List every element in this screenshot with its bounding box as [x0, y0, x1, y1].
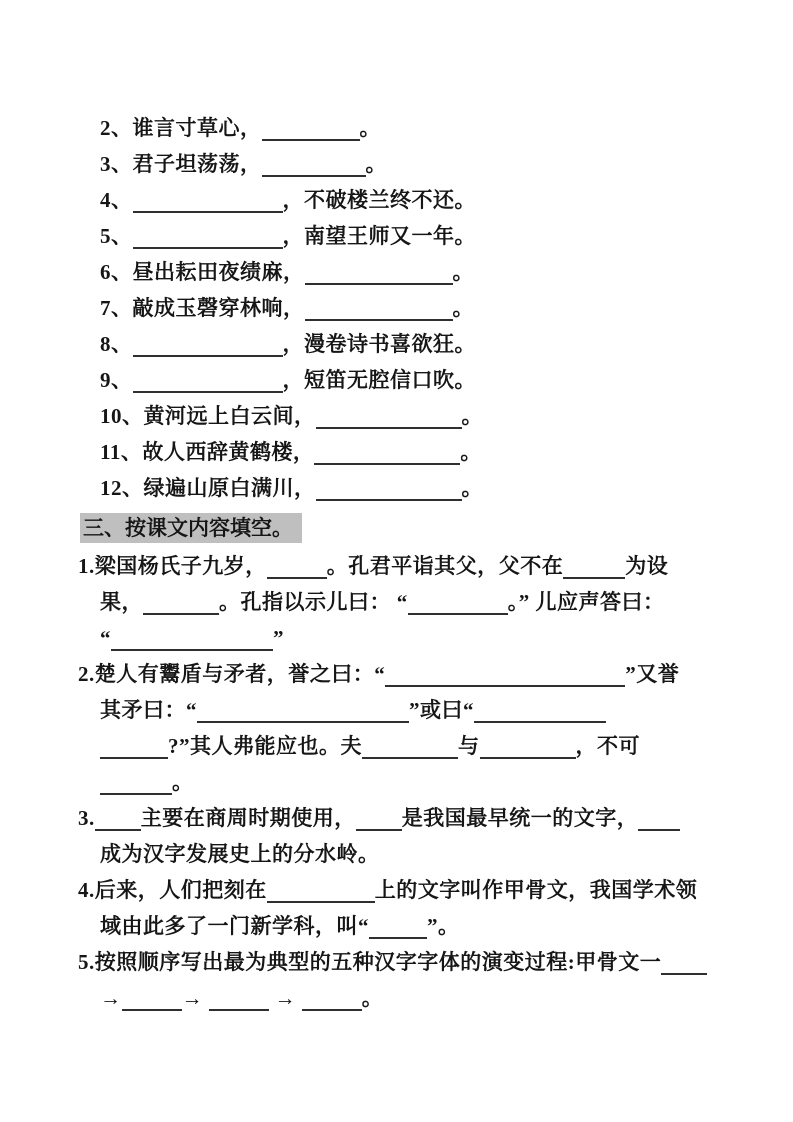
worksheet-line [100, 146, 793, 182]
fill-in-blank [362, 736, 458, 759]
fill-in-blank [316, 406, 462, 429]
worksheet-line [100, 434, 793, 470]
section-heading [80, 510, 793, 546]
worksheet-line [100, 620, 793, 656]
line-text: 。 [461, 404, 483, 428]
line-text: 3、君子坦荡荡， [100, 152, 262, 176]
line-text: 。” 儿应声答曰： [507, 590, 665, 614]
line-text: ，漫卷诗书喜欲狂。 [282, 332, 476, 356]
worksheet-line [78, 944, 793, 980]
worksheet-line [100, 908, 793, 944]
fill-in-blank [133, 190, 283, 213]
fill-in-blank [111, 628, 273, 651]
line-text: ，南望王师又一年。 [282, 224, 476, 248]
fill-in-blank [267, 880, 375, 903]
worksheet-line [100, 692, 793, 728]
line-text: 9、 [100, 368, 133, 392]
fill-in-blank [267, 556, 327, 579]
line-text: ”。 [427, 914, 460, 938]
worksheet-line [100, 110, 793, 146]
line-text: 与 [458, 734, 480, 758]
worksheet-line [100, 182, 793, 218]
fill-in-blank [474, 700, 606, 723]
line-text: 成为汉字发展史上的分水岭。 [100, 842, 380, 866]
line-text: 8、 [100, 332, 133, 356]
line-text: 12、绿遍山原白满川， [100, 476, 316, 500]
worksheet-line [100, 398, 793, 434]
fill-in-blank [122, 988, 182, 1011]
fill-in-blank [100, 736, 168, 759]
section-heading-text: 三、按课文内容填空。 [80, 513, 302, 543]
line-text: 4.后来，人们把刻在 [78, 878, 267, 902]
line-text: 2、谁言寸草心， [100, 116, 262, 140]
fill-in-blank [133, 334, 283, 357]
worksheet-line [100, 254, 793, 290]
worksheet-line [100, 290, 793, 326]
line-text: 。孔指以示儿曰： “ [219, 590, 408, 614]
line-text: ”或曰“ [409, 698, 474, 722]
worksheet-line [100, 470, 793, 506]
line-text: 是我国最早统一的文字， [401, 806, 639, 830]
fill-in-blank [209, 988, 269, 1011]
fill-in-blank [314, 442, 460, 465]
line-text: 。 [172, 770, 194, 794]
worksheet-line [100, 980, 793, 1016]
line-text: 。 [365, 152, 387, 176]
line-text: ，不可 [575, 734, 640, 758]
fill-in-blank [133, 370, 283, 393]
line-text: ，不破楼兰终不还。 [282, 188, 476, 212]
line-text: 。 [461, 476, 483, 500]
line-text: 5.按照顺序写出最为典型的五种汉字字体的演变过程:甲骨文一 [78, 950, 662, 974]
line-text: 。 [452, 296, 474, 320]
line-text: 果， [100, 590, 143, 614]
line-text: ，短笛无腔信口吹。 [282, 368, 476, 392]
fill-in-blank [143, 592, 219, 615]
line-text: → [181, 986, 209, 1010]
line-text: 3. [78, 806, 95, 830]
line-text: 。 [452, 260, 474, 284]
line-text: 5、 [100, 224, 133, 248]
fill-in-blank [133, 226, 283, 249]
line-text: 11、故人西辞黄鹤楼， [100, 440, 315, 464]
line-text: 。孔君平诣其父，父不在 [326, 554, 564, 578]
fill-in-blank [408, 592, 508, 615]
line-text: 为设 [625, 554, 669, 578]
fill-in-blank [262, 118, 360, 141]
line-text: → [100, 986, 122, 1010]
line-text: 其矛曰：“ [100, 698, 197, 722]
worksheet-line [78, 872, 793, 908]
fill-in-blank [302, 988, 362, 1011]
fill-in-blank [480, 736, 576, 759]
line-text: 4、 [100, 188, 133, 212]
line-text: 域由此多了一门新学科，叫“ [100, 914, 369, 938]
line-text: 。 [359, 116, 381, 140]
worksheet-line [100, 362, 793, 398]
worksheet-line [100, 836, 793, 872]
worksheet-line [100, 728, 793, 764]
fill-in-blank [262, 154, 366, 177]
worksheet-line [100, 584, 793, 620]
worksheet-line [100, 764, 793, 800]
fill-in-blank [305, 298, 453, 321]
worksheet-line [78, 548, 793, 584]
fill-in-blank [100, 772, 172, 795]
fill-in-blank [305, 262, 453, 285]
fill-in-blank [369, 916, 427, 939]
fill-in-blank [661, 952, 707, 975]
line-text: 7、敲成玉磬穿林响， [100, 296, 305, 320]
line-text: 。 [361, 986, 384, 1010]
line-text: 主要在商周时期使用， [140, 806, 356, 830]
line-text: ” [273, 626, 284, 650]
fill-in-blank [638, 808, 680, 831]
line-text: 10、黄河远上白云间， [100, 404, 316, 428]
line-text: ”又誉 [625, 662, 680, 686]
worksheet-line [78, 656, 793, 692]
fill-in-blank [356, 808, 402, 831]
line-text: 上的文字叫作甲骨文，我国学术领 [374, 878, 698, 902]
worksheet-line [100, 218, 793, 254]
line-text: 1.梁国杨氏子九岁， [78, 554, 267, 578]
fill-in-blank [385, 664, 625, 687]
fill-in-blank [197, 700, 409, 723]
line-text: 6、昼出耘田夜绩麻， [100, 260, 305, 284]
fill-in-blank [563, 556, 625, 579]
line-text: 。 [460, 440, 482, 464]
line-text: 2.楚人有鬻盾与矛者，誉之曰：“ [78, 662, 386, 686]
line-text: → [268, 986, 302, 1010]
line-text: “ [100, 626, 111, 650]
worksheet-line [100, 326, 793, 362]
fill-in-blank [95, 808, 141, 831]
worksheet-line [78, 800, 793, 836]
line-text: ?”其人弗能应也。夫 [168, 734, 362, 758]
fill-in-blank [316, 478, 462, 501]
